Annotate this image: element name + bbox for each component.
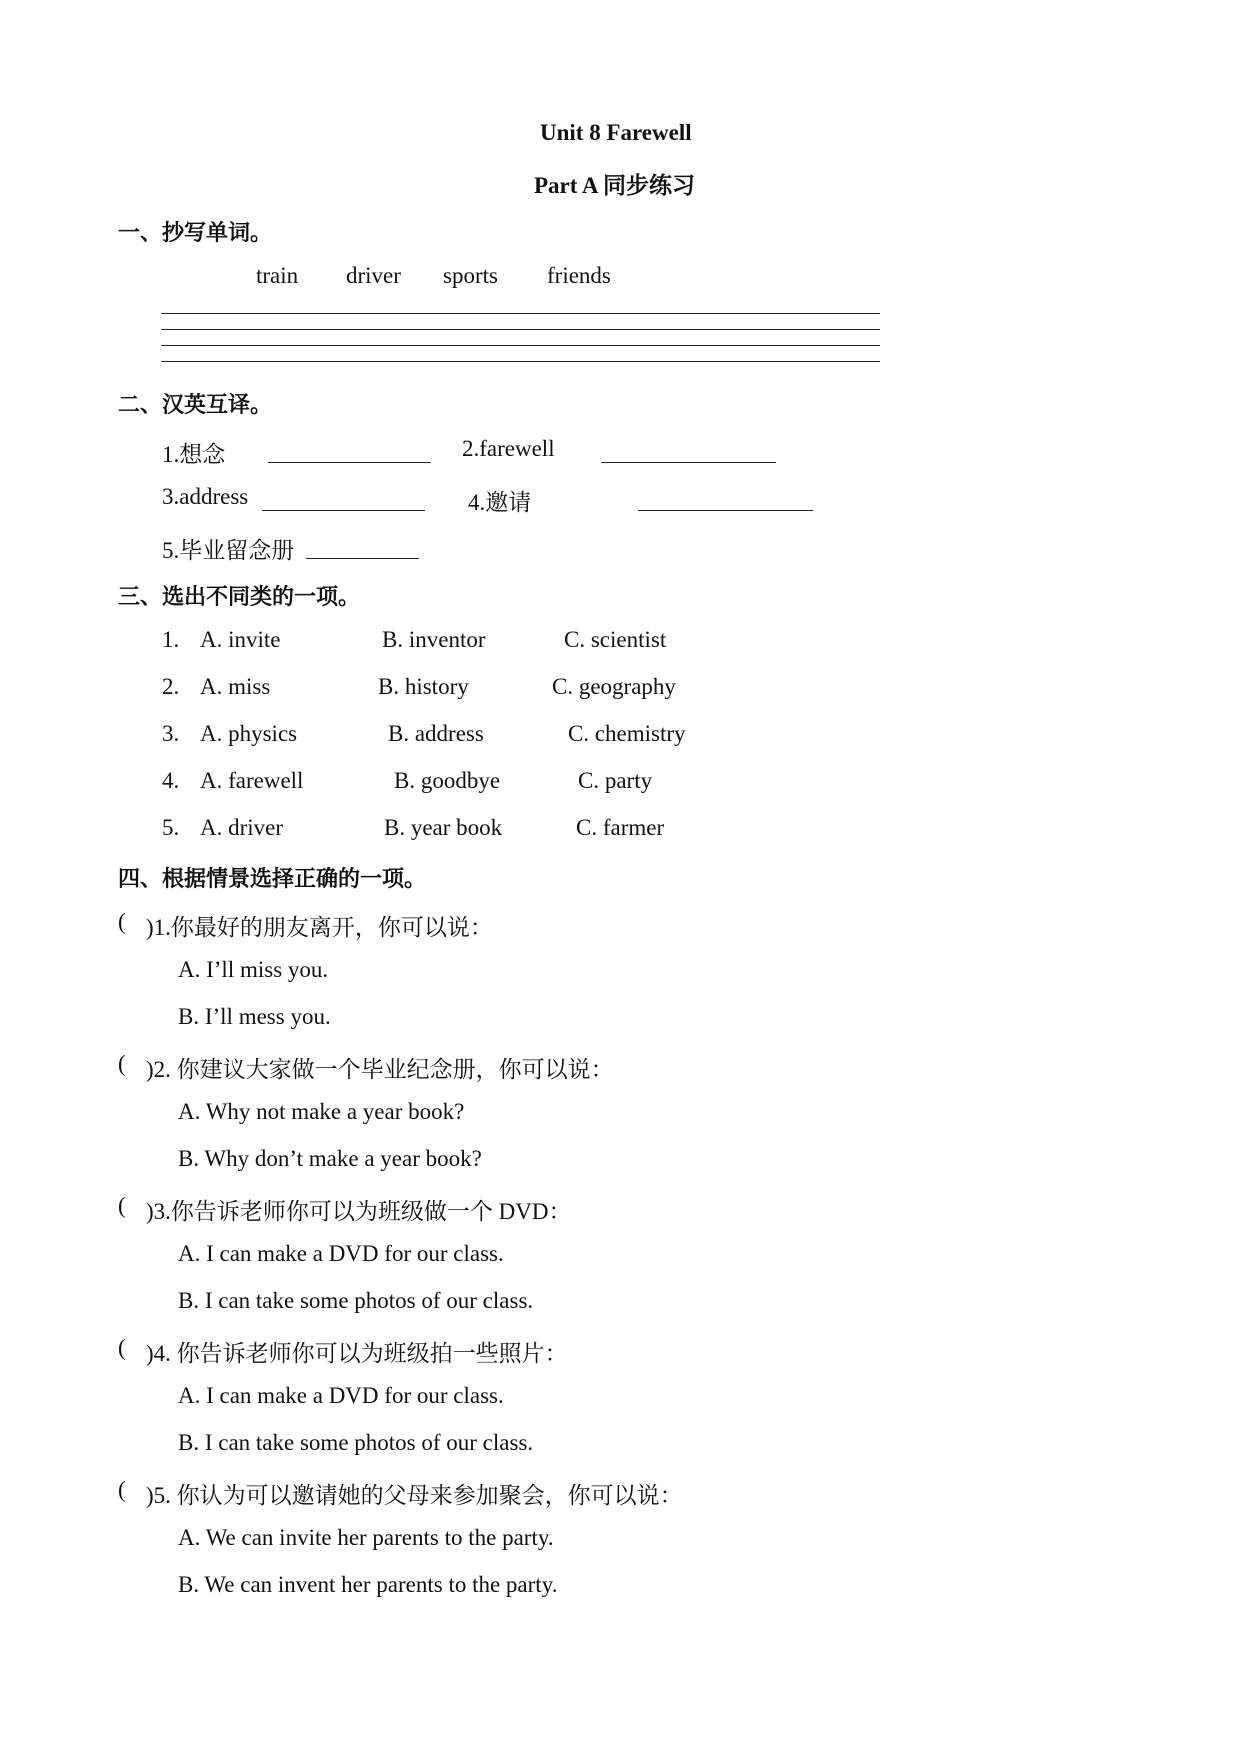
section-2-heading: 二、汉英互译。	[118, 393, 273, 418]
answer-paren[interactable]: (	[118, 909, 126, 934]
translate-item: 4.邀请	[468, 490, 532, 515]
option-a[interactable]: A. We can invite her parents to the party.	[178, 1525, 554, 1550]
option-a[interactable]: A. I can make a DVD for our class.	[178, 1383, 504, 1408]
option-b[interactable]: B. year book	[384, 815, 503, 840]
page-title: Unit 8 Farewell	[540, 120, 692, 145]
question-number: 1.	[162, 627, 180, 652]
option-a[interactable]: A. miss	[200, 674, 271, 699]
answer-blank[interactable]	[306, 536, 419, 559]
option-b[interactable]: B. address	[388, 721, 484, 746]
section-1-heading: 一、抄写单词。	[118, 221, 273, 246]
section-3-heading: 三、选出不同类的一项。	[118, 585, 361, 610]
writing-line[interactable]	[161, 313, 880, 314]
question-number: 3.	[162, 721, 180, 746]
translate-item: 3.address	[162, 484, 249, 509]
option-c[interactable]: C. chemistry	[568, 721, 686, 746]
option-b[interactable]: B. I can take some photos of our class.	[178, 1288, 534, 1313]
answer-paren[interactable]: (	[118, 1335, 126, 1360]
option-a[interactable]: A. physics	[200, 721, 298, 746]
answer-blank[interactable]	[638, 488, 813, 511]
option-c[interactable]: C. farmer	[576, 815, 665, 840]
translate-item: 1.想念	[162, 442, 226, 467]
answer-paren[interactable]: (	[118, 1477, 126, 1502]
option-a[interactable]: A. Why not make a year book?	[178, 1099, 465, 1124]
translate-item: 5.毕业留念册	[162, 538, 295, 563]
option-b[interactable]: B. I can take some photos of our class.	[178, 1430, 534, 1455]
answer-blank[interactable]	[262, 488, 425, 511]
section-4-heading: 四、根据情景选择正确的一项。	[118, 867, 427, 892]
copy-word: driver	[346, 263, 401, 288]
question-prompt: )5. 你认为可以邀请她的父母来参加聚会，你可以说：	[146, 1483, 683, 1508]
question-prompt: )4. 你告诉老师你可以为班级拍一些照片：	[146, 1341, 568, 1366]
option-a[interactable]: A. farewell	[200, 768, 304, 793]
option-b[interactable]: B. inventor	[382, 627, 486, 652]
answer-paren[interactable]: (	[118, 1193, 126, 1218]
question-number: 2.	[162, 674, 180, 699]
option-a[interactable]: A. I can make a DVD for our class.	[178, 1241, 504, 1266]
option-b[interactable]: B. Why don’t make a year book?	[178, 1146, 482, 1171]
option-b[interactable]: B. history	[378, 674, 469, 699]
option-a[interactable]: A. I’ll miss you.	[178, 957, 329, 982]
question-number: 5.	[162, 815, 180, 840]
option-a[interactable]: A. invite	[200, 627, 281, 652]
writing-line[interactable]	[161, 361, 880, 362]
answer-blank[interactable]	[601, 440, 776, 463]
option-c[interactable]: C. geography	[552, 674, 676, 699]
option-a[interactable]: A. driver	[200, 815, 284, 840]
copy-word: sports	[443, 263, 498, 288]
question-number: 4.	[162, 768, 180, 793]
writing-line[interactable]	[161, 329, 880, 330]
option-b[interactable]: B. I’ll mess you.	[178, 1004, 331, 1029]
writing-line[interactable]	[161, 345, 880, 346]
question-prompt: )3.你告诉老师你可以为班级做一个 DVD：	[146, 1199, 572, 1224]
page-subtitle: Part A 同步练习	[534, 173, 695, 198]
copy-word: friends	[547, 263, 611, 288]
copy-word: train	[256, 263, 299, 288]
option-c[interactable]: C. party	[578, 768, 653, 793]
question-prompt: )2. 你建议大家做一个毕业纪念册，你可以说：	[146, 1057, 614, 1082]
option-b[interactable]: B. We can invent her parents to the party.	[178, 1572, 558, 1597]
translate-item: 2.farewell	[462, 436, 555, 461]
question-prompt: )1.你最好的朋友离开，你可以说：	[146, 915, 493, 940]
answer-blank[interactable]	[268, 440, 431, 463]
option-c[interactable]: C. scientist	[564, 627, 667, 652]
answer-paren[interactable]: (	[118, 1051, 126, 1076]
option-b[interactable]: B. goodbye	[394, 768, 501, 793]
